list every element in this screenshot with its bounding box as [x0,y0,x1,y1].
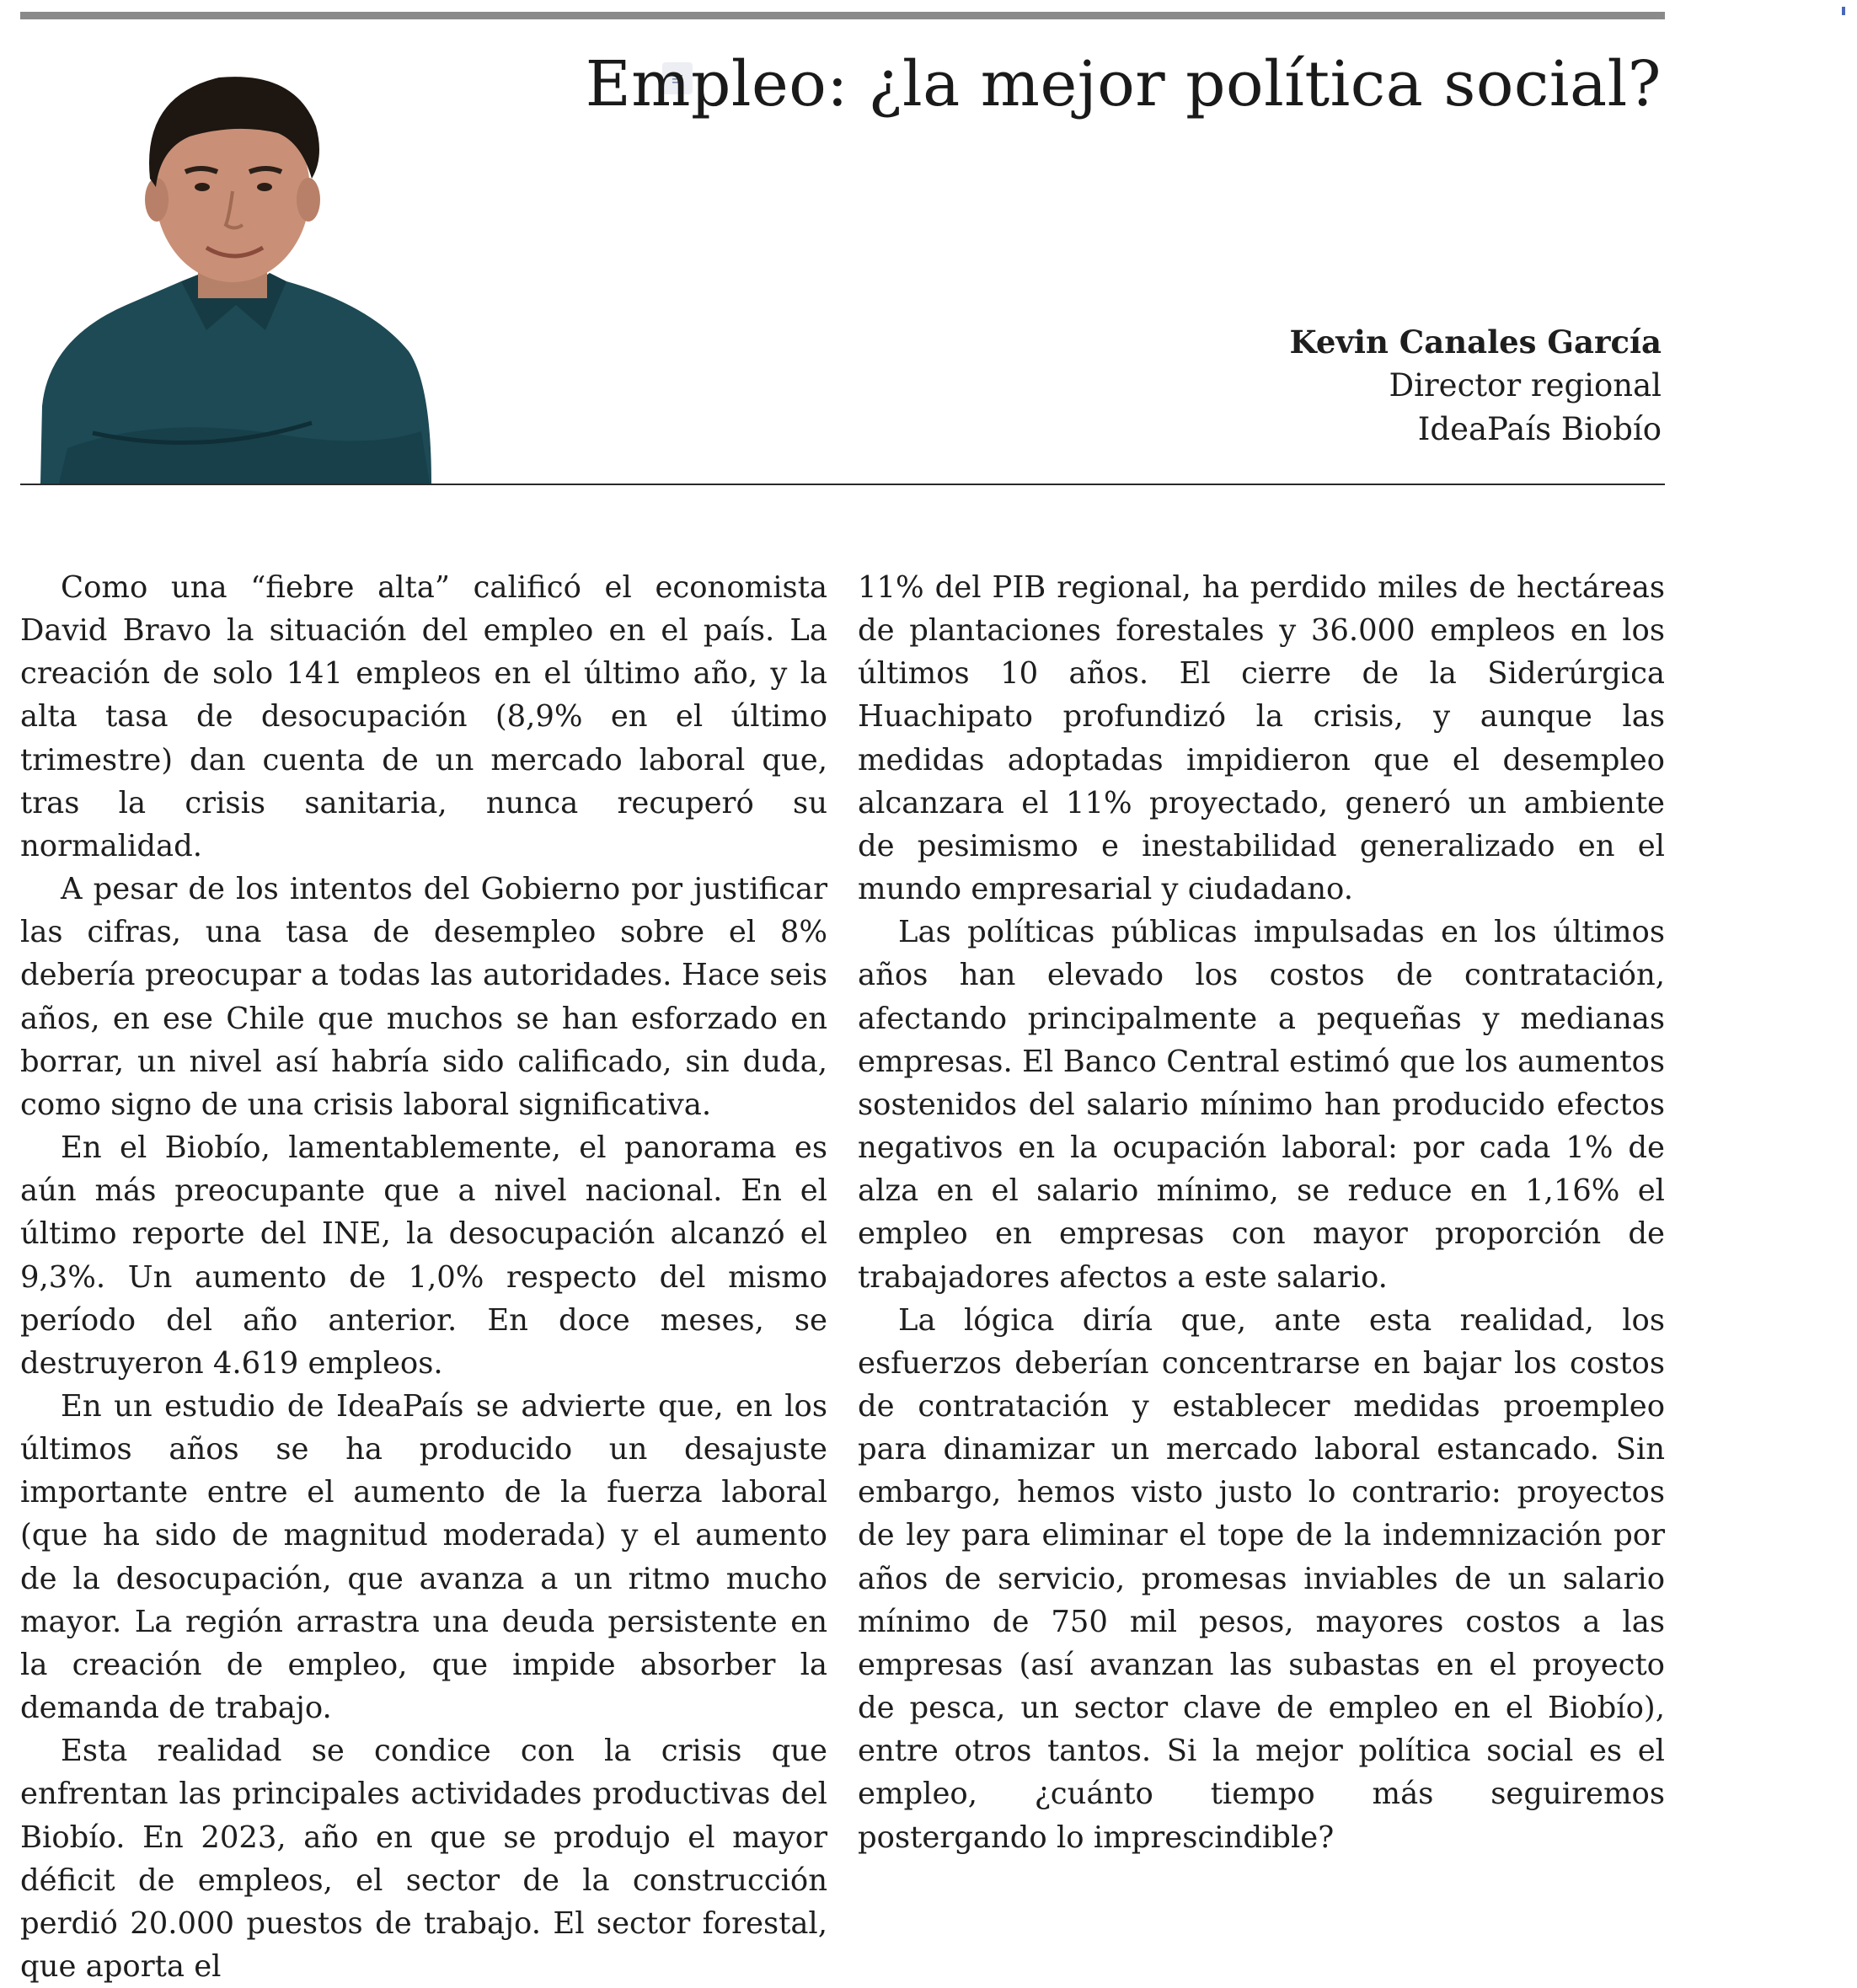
paragraph: En el Biobío, lamentablemente, el panorama es aún más preocupante que a nivel nacional. En el último reporte del INE, la desocupación alcanzó el 9,3%. Un aumento de 1,0% respecto del mismo período del año anterior. En doce meses, se destruyeron 4.619 empleos. [20,1130,827,1381]
top-rule [20,12,1665,19]
corner-mark [1842,7,1845,15]
paragraph: La lógica diría que, ante esta realidad, los esfuerzos deberían concentrarse en bajar los costos de contratación y establecer medidas proempleo para dinamizar un mercado laboral estancado. Sin embargo, hemos visto justo lo contrario: proyectos de ley para eliminar el tope de la indemnización por años de servicio, promesas inviables de un salario mínimo de 750 mil pesos, mayores costos a las empresas (así avanzan las subastas en el proyecto de pesca, un sector clave de empleo en el Biobío), entre otros tantos. Si la mejor política social es el empleo, ¿cuánto tiempo más seguiremos postergando lo imprescindible? [858,1302,1665,1855]
article-column-right [858,566,1665,1859]
author-role: Director regional [1389,367,1662,403]
headline: Empleo: ¿la mejor política social? [585,48,1662,120]
paragraph-continuation: 11% del PIB regional, ha perdido miles de hectáreas de plantaciones forestales y 36.000 empleos en los últimos 10 años. El cierre de la Siderúrgica Huachipato profundizó la crisis, y aunque las medidas adoptadas impidieron que el desempleo alcanzara el 11% proyectado, generó un ambiente de pesimismo e inestabilidad generalizado en el mundo empresarial y ciudadano. [858,570,1665,907]
header-rule [20,484,1665,485]
paragraph: Como una “fiebre alta” calificó el economista David Bravo la situación del empleo en el país. La creación de solo 141 empleos en el último año, y la alta tasa de desocupación (8,9% en el último trimestre) dan cuenta de un mercado laboral que, tras la crisis sanitaria, nunca recuperó su normalidad. [20,570,827,863]
author-organization: IdeaPaís Biobío [1417,411,1662,447]
paragraph: En un estudio de IdeaPaís se advierte que, en los últimos años se ha producido un desajuste importante entre el aumento de la fuerza laboral (que ha sido de magnitud moderada) y el aumento de la desocupación, que avanza a un ritmo mucho mayor. La región arrastra una deuda persistente en la creación de empleo, que impide absorber la demanda de trabajo. [20,1388,827,1726]
author-name: Kevin Canales García [1289,323,1662,361]
byline [1290,320,1662,452]
paragraph: Las políticas públicas impulsadas en los últimos años han elevado los costos de contratación, afectando principalmente a pequeñas y medianas empresas. El Banco Central estimó que los aumentos sostenidos del salario mínimo han producido efectos negativos en la ocupación laboral: por cada 1% de alza en el salario mínimo, se reduce en 1,16% el empleo en empresas con mayor proporción de trabajadores afectos a este salario. [858,915,1665,1295]
article-column-left [20,566,827,1988]
paragraph: Esta realidad se condice con la crisis que enfrentan las principales actividades productivas del Biobío. En 2023, año en que se produjo el mayor déficit de empleos, el sector de la construcción perdió 20.000 puestos de trabajo. El sector forestal, que aporta el [20,1734,827,1984]
author-portrait [34,52,438,484]
paragraph: A pesar de los intentos del Gobierno por justificar las cifras, una tasa de desempleo sobre el 8% debería preocupar a todas las autoridades. Hace seis años, en ese Chile que muchos se han esforzado en borrar, un nivel así habría sido calificado, sin duda, como signo de una crisis laboral significativa. [20,872,827,1122]
